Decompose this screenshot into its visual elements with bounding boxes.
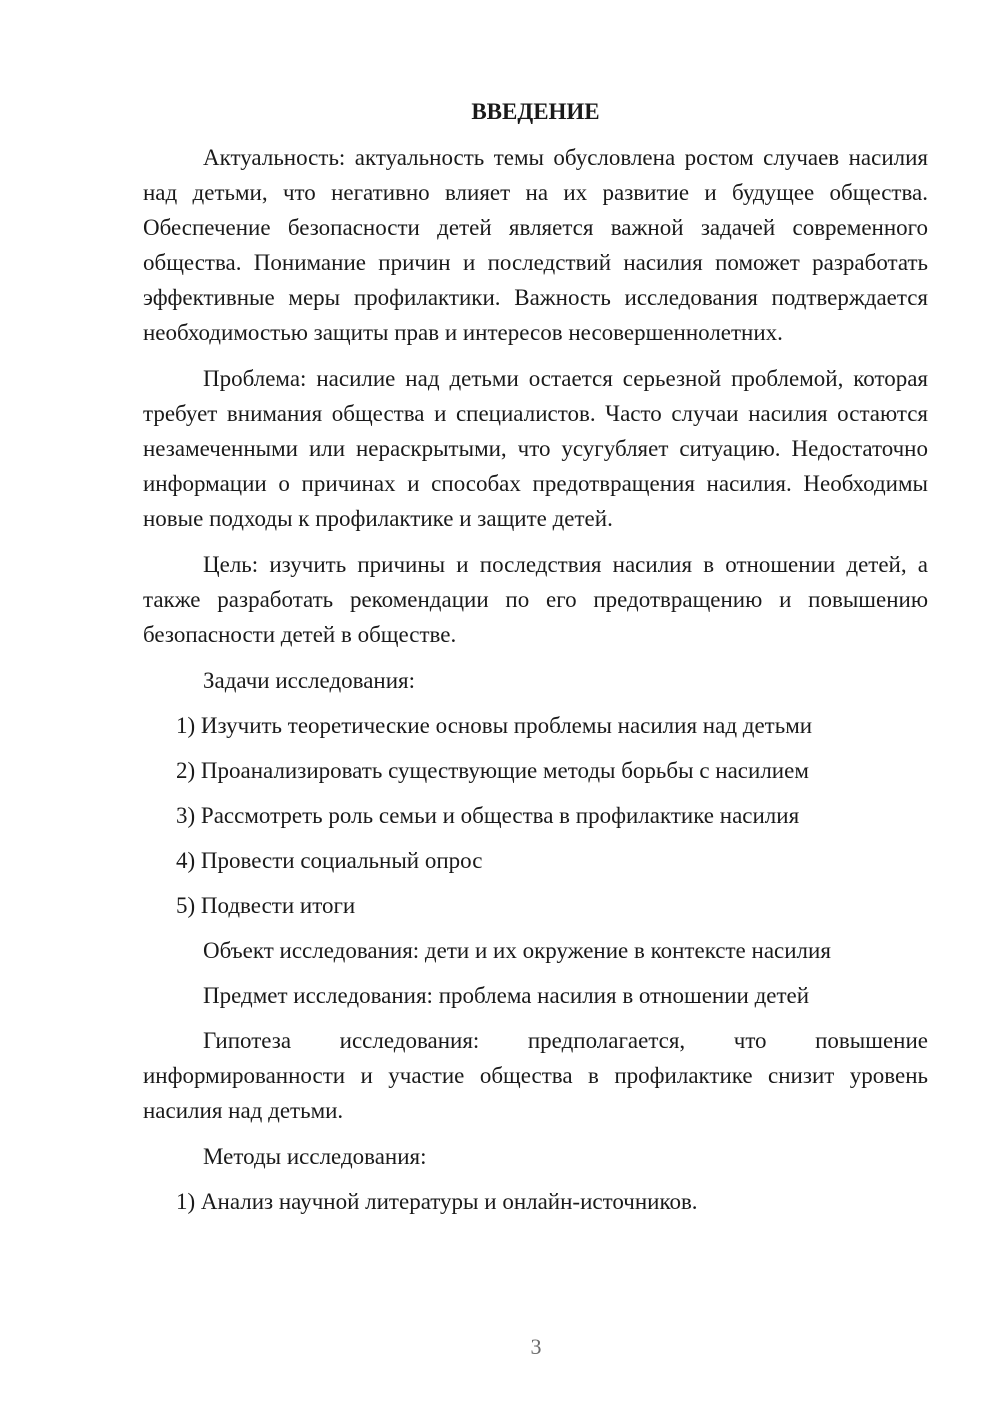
task-item-5: 5) Подвести итоги [176, 893, 356, 918]
section-title: ВВЕДЕНИЕ [471, 99, 600, 124]
object-line: Объект исследования: дети и их окружение в контексте насилия [203, 938, 831, 963]
page-content [143, 94, 928, 1229]
method-item-1: 1) Анализ научной литературы и онлайн-источников. [176, 1189, 698, 1214]
task-item-1: 1) Изучить теоретические основы проблемы насилия над детьми [176, 713, 813, 738]
hypothesis-paragraph: Гипотеза исследования: предполагается, что повышение информированности и участие общества в профилактике снизит уровень насилия над детьми. [143, 1028, 928, 1123]
problem-paragraph: Проблема: насилие над детьми остается серьезной проблемой, которая требует внимания общества и специалистов. Часто случаи насилия остаются незамеченными или нераскрытыми, что усугубляет ситуацию. Недостаточно информации о причинах и способах предотвращения насилия. Необходимы новые подходы к профилактике и защите детей. [143, 366, 928, 531]
methods-heading: Методы исследования: [203, 1144, 427, 1169]
subject-line: Предмет исследования: проблема насилия в отношении детей [203, 983, 810, 1008]
tasks-heading: Задачи исследования: [203, 668, 416, 693]
task-item-4: 4) Провести социальный опрос [176, 848, 483, 873]
page-number: 3 [530, 1334, 542, 1359]
task-item-3: 3) Рассмотреть роль семьи и общества в профилактике насилия [176, 803, 800, 828]
goal-paragraph: Цель: изучить причины и последствия насилия в отношении детей, а также разработать рекомендации по его предотвращению и повышению безопасности детей в обществе. [143, 552, 928, 647]
task-item-2: 2) Проанализировать существующие методы борьбы с насилием [176, 758, 809, 783]
relevance-paragraph: Актуальность: актуальность темы обусловлена ростом случаев насилия над детьми, что негативно влияет на их развитие и будущее общества. Обеспечение безопасности детей является важной задачей современного общества. Понимание причин и последствий насилия поможет разработать эффективные меры профилактики. Важность исследования подтверждается необходимостью защиты прав и интересов несовершеннолетних. [143, 145, 928, 345]
